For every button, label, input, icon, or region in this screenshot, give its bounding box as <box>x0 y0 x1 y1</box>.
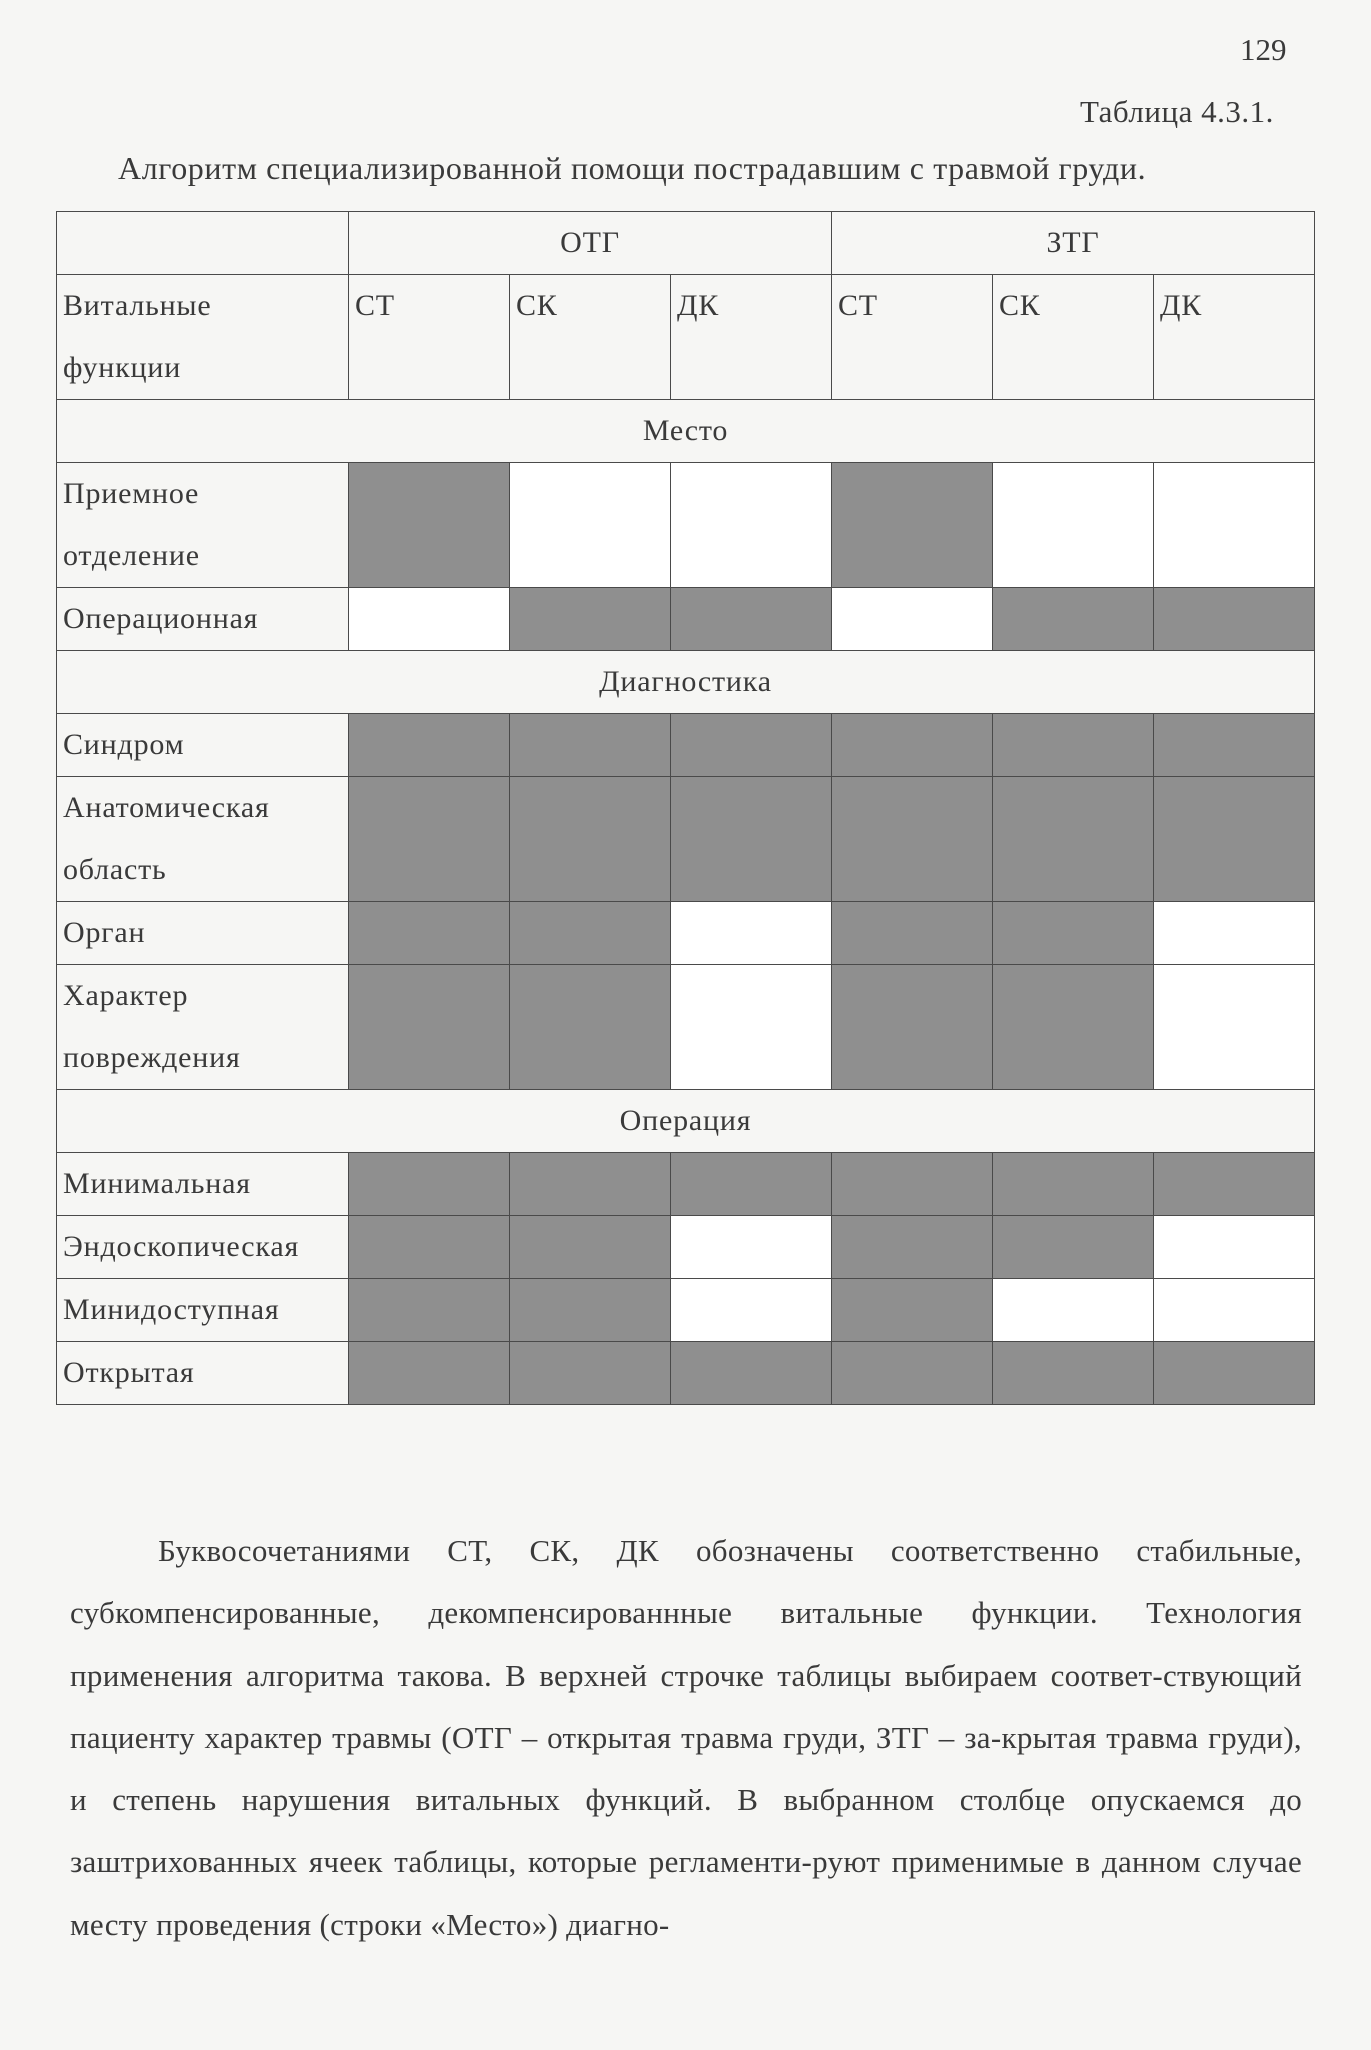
table-row <box>57 1153 1315 1216</box>
empty-cell <box>671 1279 832 1342</box>
shaded-cell <box>349 1216 510 1279</box>
shaded-cell <box>349 714 510 777</box>
table-row <box>57 588 1315 651</box>
row-label <box>57 902 349 965</box>
group-header-row <box>57 212 1315 275</box>
shaded-cell <box>832 1279 993 1342</box>
section-title: Место <box>57 400 1315 463</box>
shaded-cell <box>1154 1153 1315 1216</box>
row-label-line: Эндоскопическая <box>63 1230 300 1263</box>
empty-cell <box>1154 965 1315 1090</box>
empty-cell <box>993 463 1154 588</box>
algorithm-table <box>56 211 1315 1405</box>
shaded-cell <box>671 588 832 651</box>
shaded-cell <box>832 1342 993 1405</box>
row-label <box>57 1216 349 1279</box>
shaded-cell <box>510 777 671 902</box>
table-row <box>57 1342 1315 1405</box>
row-label-line: Открытая <box>63 1356 195 1389</box>
shaded-cell <box>671 1153 832 1216</box>
shaded-cell <box>993 1153 1154 1216</box>
shaded-cell <box>1154 588 1315 651</box>
empty-cell <box>832 588 993 651</box>
shaded-cell <box>993 965 1154 1090</box>
table-body <box>57 212 1315 1405</box>
corner-cell <box>57 212 349 275</box>
section-title: Операция <box>57 1090 1315 1153</box>
row-label-line: отделение <box>63 539 200 572</box>
row-label-line: область <box>63 853 167 886</box>
shaded-cell <box>993 902 1154 965</box>
shaded-cell <box>832 1216 993 1279</box>
table-row <box>57 902 1315 965</box>
row-label-line: Приемное <box>63 477 200 510</box>
empty-cell <box>671 463 832 588</box>
table-label: Таблица 4.3.1. <box>1080 94 1274 129</box>
row-label <box>57 777 349 902</box>
shaded-cell <box>993 1342 1154 1405</box>
row-label-line: Орган <box>63 916 146 949</box>
shaded-cell <box>349 1279 510 1342</box>
shaded-cell <box>1154 714 1315 777</box>
shaded-cell <box>993 777 1154 902</box>
shaded-cell <box>832 1153 993 1216</box>
column-header: СТ <box>832 275 993 400</box>
shaded-cell <box>349 965 510 1090</box>
shaded-cell <box>349 463 510 588</box>
shaded-cell <box>510 902 671 965</box>
empty-cell <box>1154 1216 1315 1279</box>
shaded-cell <box>993 1216 1154 1279</box>
empty-cell <box>349 588 510 651</box>
shaded-cell <box>510 1279 671 1342</box>
row-label-line: Анатомическая <box>63 791 270 824</box>
row-label-line: Характер <box>63 979 189 1012</box>
shaded-cell <box>349 777 510 902</box>
column-header: СТ <box>349 275 510 400</box>
shaded-cell <box>671 777 832 902</box>
table-row <box>57 714 1315 777</box>
column-header: СК <box>510 275 671 400</box>
shaded-cell <box>832 902 993 965</box>
shaded-cell <box>510 1216 671 1279</box>
row-label-line: Минимальная <box>63 1167 251 1200</box>
shaded-cell <box>510 714 671 777</box>
shaded-cell <box>993 714 1154 777</box>
shaded-cell <box>832 714 993 777</box>
empty-cell <box>1154 1279 1315 1342</box>
empty-cell <box>671 902 832 965</box>
vital-functions-label <box>57 275 349 400</box>
empty-cell <box>510 463 671 588</box>
table-row <box>57 1279 1315 1342</box>
shaded-cell <box>349 1153 510 1216</box>
shaded-cell <box>832 777 993 902</box>
group-header-otg: ОТГ <box>349 212 832 275</box>
shaded-cell <box>349 1342 510 1405</box>
shaded-cell <box>349 902 510 965</box>
shaded-cell <box>832 463 993 588</box>
section-row <box>57 1090 1315 1153</box>
shaded-cell <box>510 965 671 1090</box>
empty-cell <box>993 1279 1154 1342</box>
empty-cell <box>671 1216 832 1279</box>
row-label <box>57 588 349 651</box>
table-row <box>57 965 1315 1090</box>
column-header-row <box>57 275 1315 400</box>
shaded-cell <box>671 1342 832 1405</box>
group-header-ztg: ЗТГ <box>832 212 1315 275</box>
empty-cell <box>671 965 832 1090</box>
empty-cell <box>1154 463 1315 588</box>
vital-label-line: функции <box>63 351 182 384</box>
shaded-cell <box>832 965 993 1090</box>
column-header: СК <box>993 275 1154 400</box>
row-label <box>57 1342 349 1405</box>
table-title: Алгоритм специализированной помощи пострадавшим с травмой груди. <box>118 150 1147 186</box>
row-label <box>57 965 349 1090</box>
body-text <box>70 1520 1302 1956</box>
table-row <box>57 463 1315 588</box>
body-paragraph: Буквосочетаниями СТ, СК, ДК обозначены соответственно стабильные, субкомпенсированные, декомпенсированнные витальные функции. Технология применения алгоритма такова. В верхней строчке таблицы выбираем соответ-ствующий пациенту характер травмы (ОТГ – открытая травма груди, ЗТГ – за-крытая травма груди), и степень нарушения витальных функций. В выбранном столбце опускаемся до заштрихованных ячеек таблицы, которые регламенти-руют применимые в данном случае месту проведения (строки «Место») диагно- <box>70 1533 1302 1942</box>
row-label-line: Операционная <box>63 602 259 635</box>
row-label-line: Синдром <box>63 728 185 761</box>
column-header: ДК <box>671 275 832 400</box>
shaded-cell <box>671 714 832 777</box>
table-row <box>57 777 1315 902</box>
column-header: ДК <box>1154 275 1315 400</box>
section-row <box>57 400 1315 463</box>
vital-label-line: Витальные <box>63 289 212 322</box>
row-label <box>57 714 349 777</box>
row-label-line: Минидоступная <box>63 1293 280 1326</box>
empty-cell <box>1154 902 1315 965</box>
row-label <box>57 463 349 588</box>
shaded-cell <box>1154 777 1315 902</box>
section-row <box>57 651 1315 714</box>
row-label-line: повреждения <box>63 1041 241 1074</box>
section-title: Диагностика <box>57 651 1315 714</box>
page-number: 129 <box>1240 32 1287 67</box>
shaded-cell <box>1154 1342 1315 1405</box>
shaded-cell <box>510 1153 671 1216</box>
row-label <box>57 1153 349 1216</box>
row-label <box>57 1279 349 1342</box>
shaded-cell <box>993 588 1154 651</box>
shaded-cell <box>510 588 671 651</box>
table-row <box>57 1216 1315 1279</box>
shaded-cell <box>510 1342 671 1405</box>
